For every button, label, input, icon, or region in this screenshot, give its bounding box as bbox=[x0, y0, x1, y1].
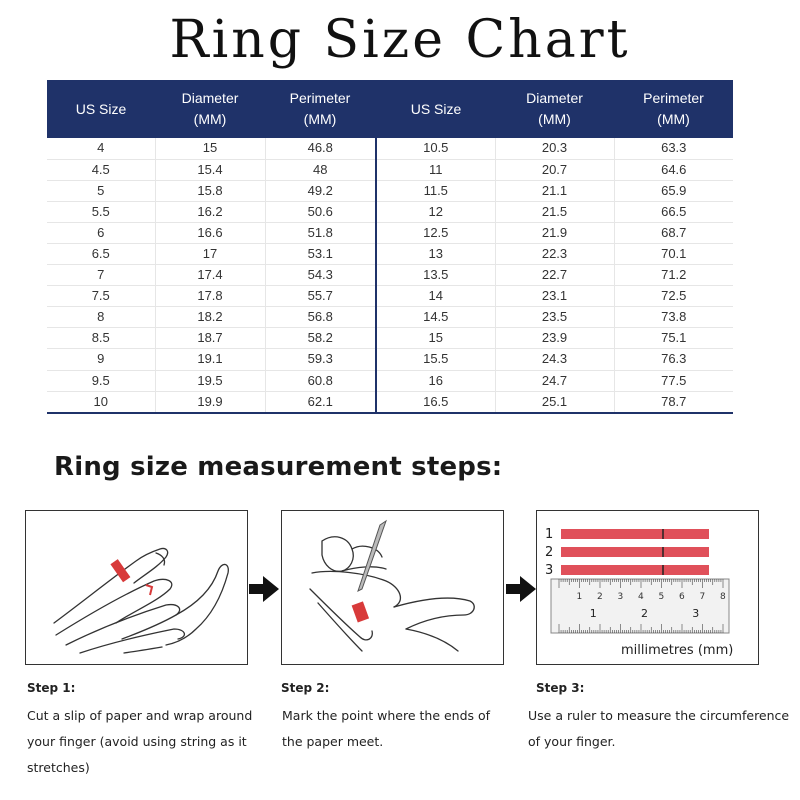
page-title: Ring Size Chart bbox=[169, 10, 631, 70]
table-row bbox=[47, 391, 733, 413]
table-cell: 11.5 bbox=[376, 180, 495, 201]
table-cell: 23.1 bbox=[495, 286, 614, 307]
table-row bbox=[47, 328, 733, 349]
table-cell: 21.5 bbox=[495, 201, 614, 222]
header-us-size: US Size bbox=[376, 80, 495, 138]
table-cell: 6.5 bbox=[47, 243, 155, 264]
header-us-size: US Size bbox=[47, 80, 155, 138]
table-cell: 10 bbox=[47, 391, 155, 413]
table-cell: 19.9 bbox=[155, 391, 265, 413]
ruler-number: 5 bbox=[658, 592, 665, 602]
table-row bbox=[47, 222, 733, 243]
table-cell: 9.5 bbox=[47, 370, 155, 391]
strip-number: 2 bbox=[545, 545, 554, 560]
hand-wrap-illustration bbox=[26, 511, 248, 665]
ruler-number: 4 bbox=[638, 592, 644, 602]
table-cell: 16.2 bbox=[155, 201, 265, 222]
table-cell: 62.1 bbox=[265, 391, 376, 413]
table-cell: 18.7 bbox=[155, 328, 265, 349]
table-cell: 58.2 bbox=[265, 328, 376, 349]
table-cell: 20.7 bbox=[495, 159, 614, 180]
ruler-measure-illustration bbox=[537, 511, 759, 665]
table-cell: 7.5 bbox=[47, 286, 155, 307]
table-cell: 15.4 bbox=[155, 159, 265, 180]
table-cell: 5.5 bbox=[47, 201, 155, 222]
ruler-sub-number: 3 bbox=[692, 607, 700, 620]
table-cell: 66.5 bbox=[614, 201, 733, 222]
step-3-description: Use a ruler to measure the circumference of your finger. bbox=[528, 708, 790, 749]
table-cell: 12.5 bbox=[376, 222, 495, 243]
step-3-label: Step 3: bbox=[536, 681, 585, 695]
table-cell: 17.8 bbox=[155, 286, 265, 307]
table-row bbox=[47, 265, 733, 286]
arrow-right-icon bbox=[506, 576, 536, 602]
table-cell: 46.8 bbox=[265, 138, 376, 159]
table-cell: 78.7 bbox=[614, 391, 733, 413]
table-cell: 53.1 bbox=[265, 243, 376, 264]
header-perimeter: Perimeter (MM) bbox=[265, 80, 376, 138]
table-cell: 64.6 bbox=[614, 159, 733, 180]
table-cell: 25.1 bbox=[495, 391, 614, 413]
table-body bbox=[47, 138, 733, 413]
step-3-illustration bbox=[536, 510, 759, 665]
table-cell: 55.7 bbox=[265, 286, 376, 307]
ruler-number: 6 bbox=[679, 592, 685, 602]
table-cell: 73.8 bbox=[614, 307, 733, 328]
table-cell: 16.5 bbox=[376, 391, 495, 413]
table-cell: 19.1 bbox=[155, 349, 265, 370]
step-2-illustration bbox=[281, 510, 504, 665]
table-cell: 17.4 bbox=[155, 265, 265, 286]
table-cell: 77.5 bbox=[614, 370, 733, 391]
paper-strip bbox=[561, 547, 709, 557]
ruler-number: 2 bbox=[597, 592, 603, 602]
table-cell: 11 bbox=[376, 159, 495, 180]
table-cell: 54.3 bbox=[265, 265, 376, 286]
table-cell: 72.5 bbox=[614, 286, 733, 307]
step-2-label: Step 2: bbox=[281, 681, 330, 695]
header-diameter: Diameter (MM) bbox=[495, 80, 614, 138]
table-cell: 60.8 bbox=[265, 370, 376, 391]
table-cell: 14 bbox=[376, 286, 495, 307]
step-1-illustration bbox=[25, 510, 248, 665]
ruler-caption: millimetres (mm) bbox=[621, 643, 734, 658]
table-cell: 16 bbox=[376, 370, 495, 391]
table-cell: 65.9 bbox=[614, 180, 733, 201]
ruler-number: 1 bbox=[576, 592, 583, 602]
hand-mark-illustration bbox=[282, 511, 504, 665]
table-row bbox=[47, 138, 733, 159]
table-cell: 22.7 bbox=[495, 265, 614, 286]
table-cell: 16.6 bbox=[155, 222, 265, 243]
table-header-row bbox=[47, 80, 733, 138]
table-row bbox=[47, 180, 733, 201]
arrow-right-icon bbox=[249, 576, 279, 602]
table-cell: 15.5 bbox=[376, 349, 495, 370]
table-cell: 59.3 bbox=[265, 349, 376, 370]
header-perimeter: Perimeter (MM) bbox=[614, 80, 733, 138]
table-row bbox=[47, 286, 733, 307]
table-cell: 22.3 bbox=[495, 243, 614, 264]
table-cell: 5 bbox=[47, 180, 155, 201]
table-row bbox=[47, 307, 733, 328]
ruler-sub-number: 1 bbox=[589, 607, 597, 620]
table-row bbox=[47, 159, 733, 180]
table-cell: 48 bbox=[265, 159, 376, 180]
ruler-number: 8 bbox=[720, 592, 726, 602]
ruler-sub-number: 2 bbox=[641, 607, 648, 620]
paper-strips bbox=[545, 527, 709, 578]
table-cell: 17 bbox=[155, 243, 265, 264]
steps-heading: Ring size measurement steps: bbox=[54, 452, 503, 482]
table-cell: 8 bbox=[47, 307, 155, 328]
table-cell: 4 bbox=[47, 138, 155, 159]
strip-number: 1 bbox=[545, 527, 554, 542]
table-row bbox=[47, 370, 733, 391]
table-cell: 63.3 bbox=[614, 138, 733, 159]
ruler-number: 7 bbox=[699, 592, 706, 602]
table-cell: 51.8 bbox=[265, 222, 376, 243]
table-cell: 15.8 bbox=[155, 180, 265, 201]
table-cell: 9 bbox=[47, 349, 155, 370]
table-cell: 18.2 bbox=[155, 307, 265, 328]
step-1-description: Cut a slip of paper and wrap around your finger (avoid using string as it stretches) bbox=[27, 708, 253, 775]
table-cell: 10.5 bbox=[376, 138, 495, 159]
table-cell: 71.2 bbox=[614, 265, 733, 286]
table-cell: 12 bbox=[376, 201, 495, 222]
table-row bbox=[47, 243, 733, 264]
table-cell: 15 bbox=[376, 328, 495, 349]
table-cell: 56.8 bbox=[265, 307, 376, 328]
table-cell: 7 bbox=[47, 265, 155, 286]
step-2-description: Mark the point where the ends of the paper meet. bbox=[282, 708, 491, 749]
paper-strip bbox=[561, 565, 709, 575]
header-diameter: Diameter (MM) bbox=[155, 80, 265, 138]
table-cell: 76.3 bbox=[614, 349, 733, 370]
table-cell: 8.5 bbox=[47, 328, 155, 349]
table-row bbox=[47, 349, 733, 370]
table-cell: 15 bbox=[155, 138, 265, 159]
table-cell: 13 bbox=[376, 243, 495, 264]
table-cell: 4.5 bbox=[47, 159, 155, 180]
strip-number: 3 bbox=[545, 563, 554, 578]
table-cell: 68.7 bbox=[614, 222, 733, 243]
table-cell: 21.9 bbox=[495, 222, 614, 243]
table-cell: 49.2 bbox=[265, 180, 376, 201]
table-cell: 24.3 bbox=[495, 349, 614, 370]
table-cell: 21.1 bbox=[495, 180, 614, 201]
step-1-label: Step 1: bbox=[27, 681, 76, 695]
table-cell: 50.6 bbox=[265, 201, 376, 222]
table-cell: 14.5 bbox=[376, 307, 495, 328]
table-cell: 23.5 bbox=[495, 307, 614, 328]
table-row bbox=[47, 201, 733, 222]
ring-size-table bbox=[47, 80, 733, 414]
table-cell: 20.3 bbox=[495, 138, 614, 159]
table-cell: 6 bbox=[47, 222, 155, 243]
table-cell: 19.5 bbox=[155, 370, 265, 391]
table-cell: 23.9 bbox=[495, 328, 614, 349]
ruler-number: 3 bbox=[617, 592, 624, 602]
table-cell: 13.5 bbox=[376, 265, 495, 286]
paper-strip bbox=[561, 529, 709, 539]
table-cell: 70.1 bbox=[614, 243, 733, 264]
table-cell: 75.1 bbox=[614, 328, 733, 349]
table-cell: 24.7 bbox=[495, 370, 614, 391]
